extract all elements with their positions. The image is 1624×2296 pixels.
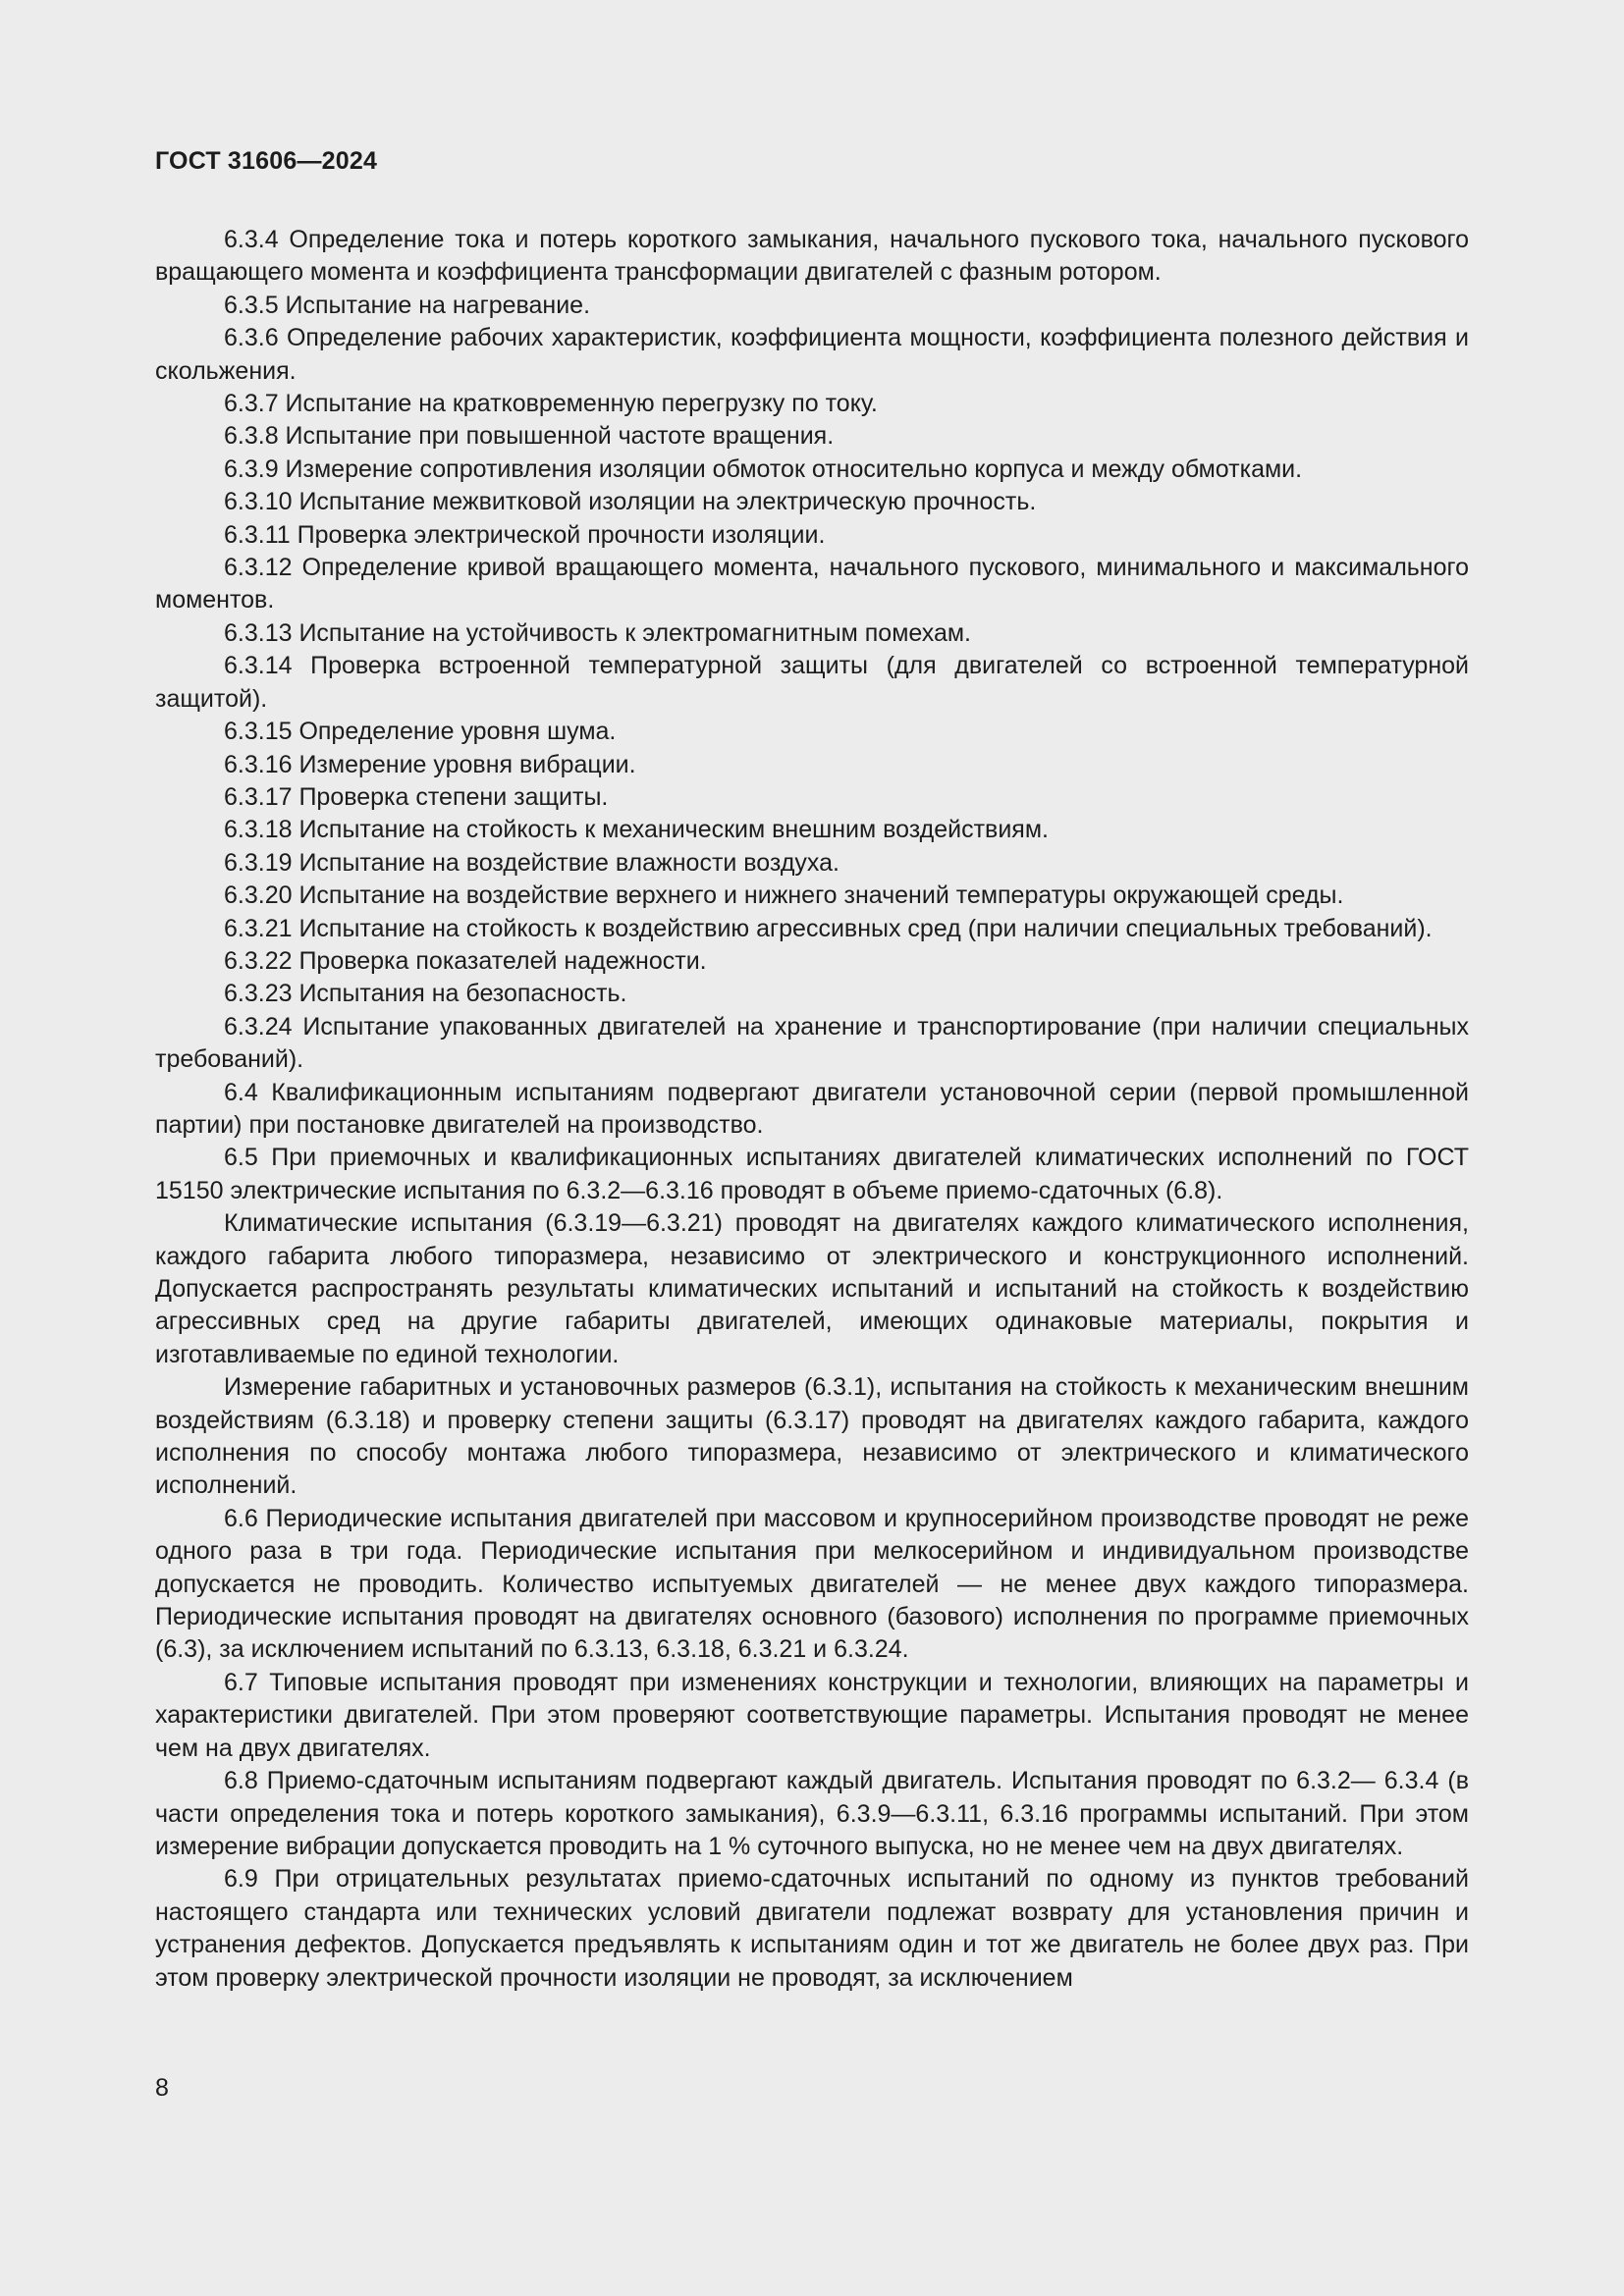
paragraph-6-3-22: 6.3.22 Проверка показателей надежности.	[224, 946, 707, 975]
paragraph-6-3-8: 6.3.8 Испытание при повышенной частоте вращения.	[224, 422, 835, 451]
paragraph-6-3-11: 6.3.11 Проверка электрической прочности изоляции.	[224, 520, 826, 549]
paragraph-6-3-9: 6.3.9 Измерение сопротивления изоляции обмоток относительно корпуса и между обмотками.	[224, 454, 1303, 483]
page-number: 8	[155, 2074, 169, 2102]
paragraph-6-3-19: 6.3.19 Испытание на воздействие влажности воздуха.	[224, 848, 840, 877]
paragraph-6-3-6: 6.3.6 Определение рабочих характеристик, коэффициента мощности, коэффициента полезного действия и скольжения.	[155, 324, 1469, 385]
paragraph-6-3-20: 6.3.20 Испытание на воздействие верхнего и нижнего значений температуры окружающей среды.	[224, 881, 1344, 910]
paragraph-6-3-12: 6.3.12 Определение кривой вращающего момента, начального пускового, минимального и максимального моментов.	[155, 554, 1469, 614]
paragraph-6-4: 6.4 Квалификационным испытаниям подвергают двигатели установочной серии (первой промышленной партии) при постановке двигателей на производство.	[155, 1078, 1469, 1139]
document-header: ГОСТ 31606—2024	[155, 147, 378, 175]
paragraph-dimension-measurement: Измерение габаритных и установочных размеров (6.3.1), испытания на стойкость к механическим внешним воздействиям (6.3.18) и проверку степени защиты (6.3.17) проводят на двигателях каждого габарита, каждого исполнения по способу монтажа любого типоразмера, независимо от электрического и климатического исполнений.	[155, 1373, 1469, 1500]
paragraph-6-3-24: 6.3.24 Испытание упакованных двигателей на хранение и транспортирование (при наличии специальных требований).	[155, 1012, 1469, 1074]
paragraph-6-3-7: 6.3.7 Испытание на кратковременную перегрузку по току.	[224, 390, 878, 418]
paragraph-6-3-23: 6.3.23 Испытания на безопасность.	[224, 980, 627, 1008]
paragraph-6-8: 6.8 Приемо-сдаточным испытаниям подвергают каждый двигатель. Испытания проводят по 6.3.2— 6.3.4 (в части определения тока и потерь короткого замыкания), 6.3.9—6.3.11, 6.3.16 программы испытаний. При этом измерение вибрации допускается проводить на 1 % суточного выпуска, но не менее чем на двух двигателях.	[155, 1767, 1469, 1860]
paragraph-climatic-tests: Климатические испытания (6.3.19—6.3.21) проводят на двигателях каждого климатического исполнения, каждого габарита любого типоразмера, независимо от электрического и конструкционного исполнений. Допускается распространять результаты климатических испытаний и испытаний на стойкость к воздействию агрессивных сред на другие габариты двигателей, имеющих одинаковые материалы, покрытия и изготавливаемые по единой технологии.	[155, 1209, 1469, 1368]
paragraph-6-5: 6.5 При приемочных и квалификационных испытаниях двигателей климатических исполнений по ГОСТ 15150 электрические испытания по 6.3.2—6.3.16 проводят в объеме приемо-сдаточных (6.8).	[155, 1144, 1469, 1204]
paragraph-6-3-16: 6.3.16 Измерение уровня вибрации.	[224, 750, 636, 778]
paragraph-6-3-14: 6.3.14 Проверка встроенной температурной защиты (для двигателей со встроенной температурной защитой).	[155, 652, 1469, 713]
paragraph-6-3-5: 6.3.5 Испытание на нагревание.	[224, 291, 591, 319]
paragraph-6-3-10: 6.3.10 Испытание межвитковой изоляции на электрическую прочность.	[224, 488, 1037, 516]
paragraph-6-3-18: 6.3.18 Испытание на стойкость к механическим внешним воздействиям.	[224, 816, 1049, 844]
paragraph-6-6: 6.6 Периодические испытания двигателей при массовом и крупносерийном производстве проводят не реже одного раза в три года. Периодические испытания при мелкосерийном и индивидуальном производстве допускается не проводить. Количество испытуемых двигателей — не менее двух каждого типоразмера. Периодические испытания проводят на двигателях основного (базового) исполнения по программе приемочных (6.3), за исключением испытаний по 6.3.13, 6.3.18, 6.3.21 и 6.3.24.	[155, 1504, 1469, 1664]
paragraph-6-3-13: 6.3.13 Испытание на устойчивость к электромагнитным помехам.	[224, 618, 971, 647]
paragraph-6-3-15: 6.3.15 Определение уровня шума.	[224, 718, 617, 746]
paragraph-6-3-21: 6.3.21 Испытание на стойкость к воздействию агрессивных сред (при наличии специальных требований).	[224, 914, 1433, 942]
paragraph-6-9: 6.9 При отрицательных результатах приемо-сдаточных испытаний по одному из пунктов требований настоящего стандарта или технических условий двигатели подлежат возврату для установления причин и устранения дефектов. Допускается предъявлять к испытаниям один и тот же двигатель не более двух раз. При этом проверку электрической прочности изоляции не проводят, за исключением	[155, 1865, 1469, 1992]
paragraph-6-7: 6.7 Типовые испытания проводят при изменениях конструкции и технологии, влияющих на параметры и характеристики двигателей. При этом проверяют соответствующие параметры. Испытания проводят не менее чем на двух двигателях.	[155, 1668, 1469, 1762]
document-body	[155, 224, 1469, 1995]
paragraph-6-3-17: 6.3.17 Проверка степени защиты.	[224, 782, 609, 811]
paragraph-6-3-4: 6.3.4 Определение тока и потерь короткого замыкания, начального пускового тока, начального пускового вращающего момента и коэффициента трансформации двигателей с фазным ротором.	[155, 226, 1469, 287]
